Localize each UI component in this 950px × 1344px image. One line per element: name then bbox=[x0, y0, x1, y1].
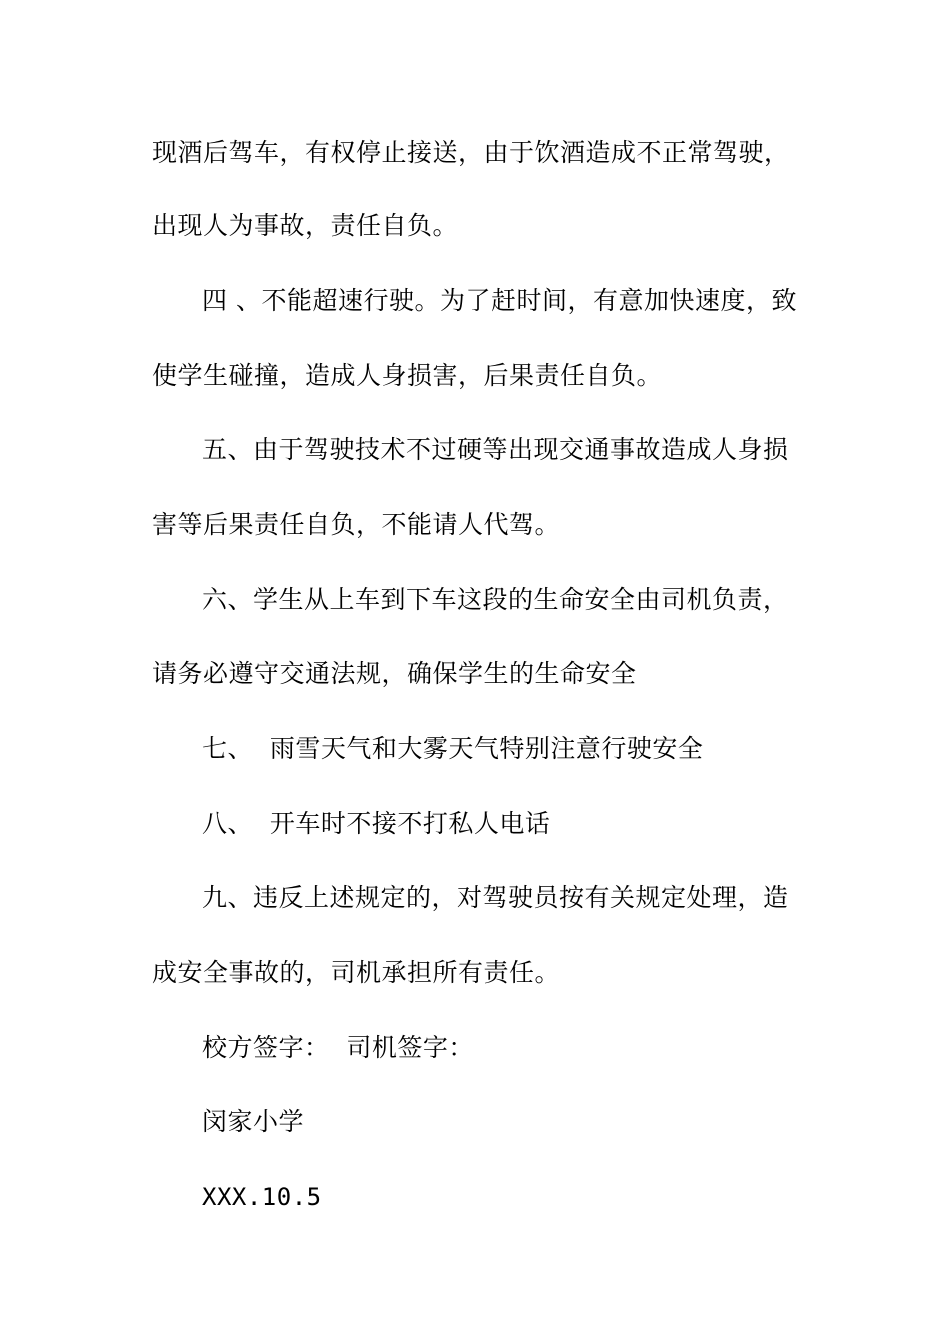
document-date: XXX.10.5 bbox=[202, 1183, 322, 1211]
paragraph-5-line-2: 害等后果责任自负，不能请人代驾。 bbox=[152, 510, 561, 539]
paragraph-6-line-1: 六、学生从上车到下车这段的生命安全由司机负责， bbox=[202, 585, 789, 614]
paragraph-5-line-1: 五、由于驾驶技术不过硬等出现交通事故造成人身损 bbox=[202, 435, 789, 464]
paragraph-9-line-1: 九、违反上述规定的，对驾驶员按有关规定处理，造 bbox=[202, 883, 789, 912]
paragraph-4-line-1: 四 、不能超速行驶。为了赶时间，有意加快速度，致 bbox=[202, 286, 797, 315]
paragraph-7: 七、 雨雪天气和大雾天气特别注意行驶安全 bbox=[202, 734, 704, 763]
paragraph-9-line-2: 成安全事故的，司机承担所有责任。 bbox=[152, 958, 561, 987]
paragraph-6-line-2: 请务必遵守交通法规，确保学生的生命安全 bbox=[152, 659, 637, 688]
paragraph-3-continued-line-2: 出现人为事故，责任自负。 bbox=[152, 211, 459, 240]
paragraph-4-line-2: 使学生碰撞，造成人身损害，后果责任自负。 bbox=[152, 361, 663, 390]
paragraph-3-continued-line-1: 现酒后驾车，有权停止接送，由于饮酒造成不正常驾驶， bbox=[152, 138, 790, 167]
signature-line: 校方签字： 司机签字： bbox=[202, 1033, 474, 1062]
school-name: 闵家小学 bbox=[202, 1107, 305, 1136]
paragraph-8: 八、 开车时不接不打私人电话 bbox=[202, 809, 551, 838]
